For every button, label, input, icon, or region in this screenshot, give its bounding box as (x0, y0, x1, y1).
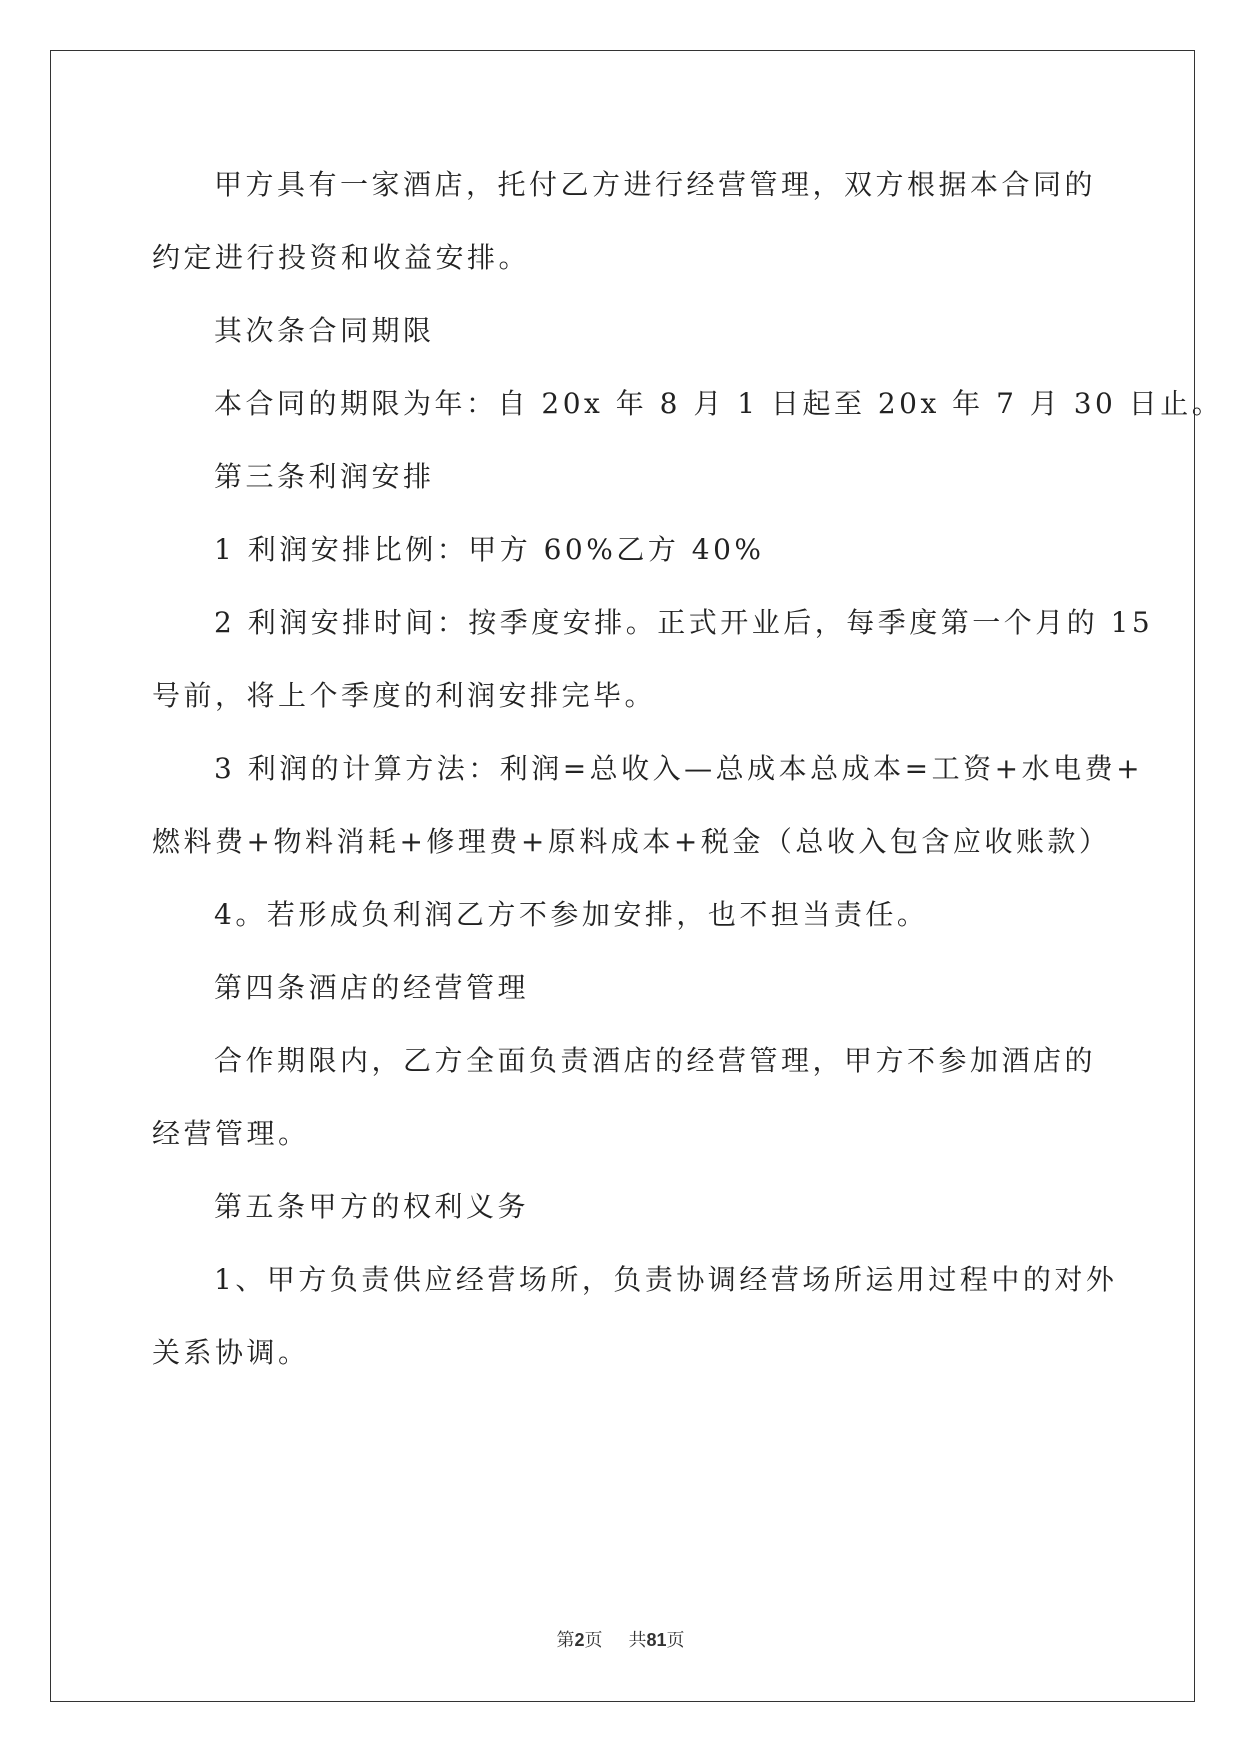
section-heading: 第四条酒店的经营管理 (214, 971, 530, 1004)
paragraph-line: 约定进行投资和收益安排。 (152, 241, 531, 274)
page-border (50, 50, 1195, 1702)
section-heading: 第五条甲方的权利义务 (214, 1190, 530, 1223)
paragraph-line: 合作期限内，乙方全面负责酒店的经营管理，甲方不参加酒店的 (214, 1044, 1097, 1077)
section-heading: 第三条利润安排 (214, 460, 435, 493)
page-number: 2 (574, 1630, 585, 1650)
total-suffix: 页 (666, 1630, 685, 1651)
paragraph-line: 4。若形成负利润乙方不参加安排，也不担当责任。 (214, 898, 929, 931)
total-prefix: 共 (628, 1630, 647, 1651)
paragraph-line: 本合同的期限为年：自 20x 年 8 月 1 日起至 20x 年 7 月 30 日止。 (214, 387, 1224, 420)
section-heading: 其次条合同期限 (214, 314, 435, 347)
page-suffix: 页 (584, 1630, 603, 1651)
paragraph-line: 经营管理。 (152, 1117, 310, 1150)
paragraph-line: 甲方具有一家酒店，托付乙方进行经营管理，双方根据本合同的 (214, 168, 1097, 201)
page-footer (0, 1628, 1241, 1653)
paragraph-line: 燃料费+物料消耗+修理费+原料成本+税金（总收入包含应收账款） (152, 825, 1111, 858)
paragraph-line: 号前，将上个季度的利润安排完毕。 (152, 679, 657, 712)
paragraph-line: 3 利润的计算方法：利润=总收入—总成本总成本=工资+水电费+ (214, 752, 1144, 785)
page-prefix: 第 (556, 1630, 575, 1651)
paragraph-line: 1 利润安排比例：甲方 60%乙方 40% (214, 533, 765, 566)
total-pages: 81 (646, 1630, 667, 1650)
paragraph-line: 2 利润安排时间：按季度安排。正式开业后，每季度第一个月的 15 (214, 606, 1154, 639)
paragraph-line: 1、甲方负责供应经营场所，负责协调经营场所运用过程中的对外 (214, 1263, 1118, 1296)
paragraph-line: 关系协调。 (152, 1336, 310, 1369)
